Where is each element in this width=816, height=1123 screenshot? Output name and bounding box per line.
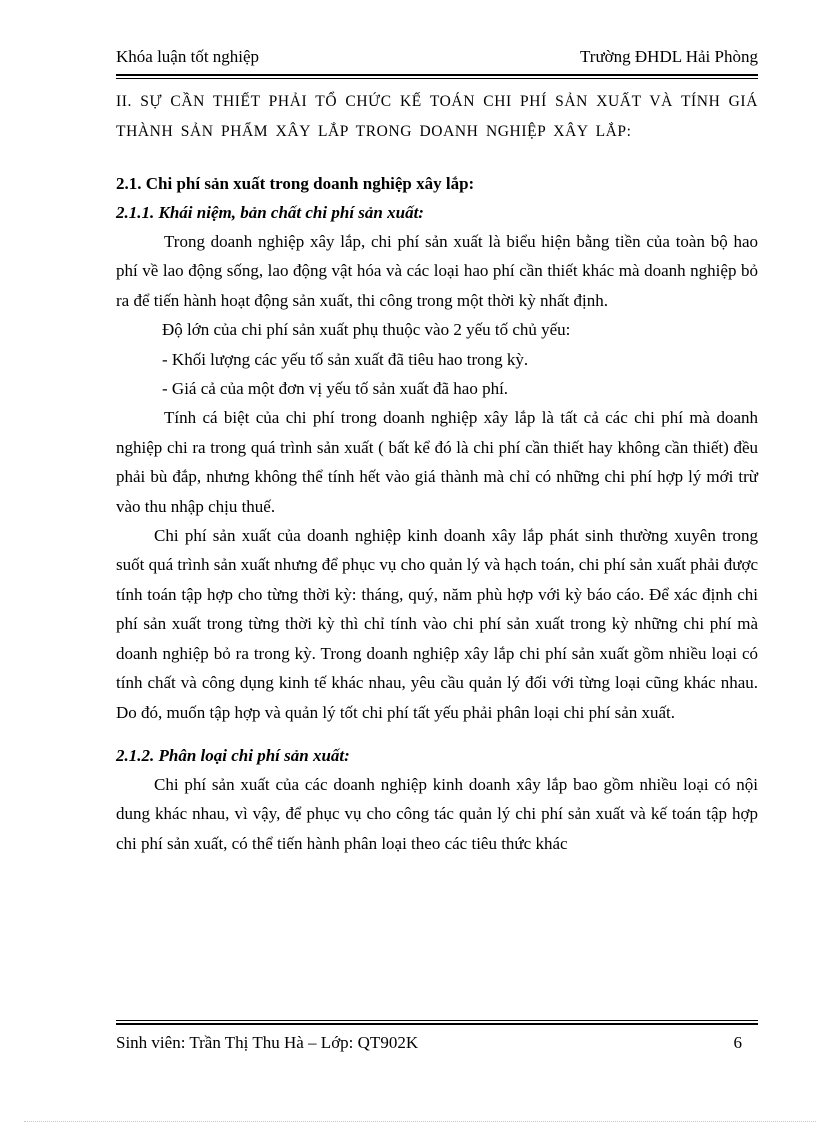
footer-student-info: Sinh viên: Trần Thị Thu Hà – Lớp: QT902K	[116, 1033, 419, 1052]
page-header	[116, 47, 758, 75]
list-item: - Giá cả của một đơn vị yếu tố sản xuất đã hao phí.	[162, 379, 509, 399]
header-school-name: Trường ĐHDL Hải Phòng	[580, 47, 758, 66]
heading-2-1: 2.1. Chi phí sản xuất trong doanh nghiệp xây lắp:	[116, 174, 475, 193]
paragraph: Chi phí sản xuất của doanh nghiệp kinh doanh xây lắp phát sinh thường xuyên trong suốt quá trình sản xuất nhưng để phục vụ cho quản lý và hạch toán, chi phí sản xuất phải được tính toán tập hợp cho từng thời kỳ: tháng, quý, năm phù hợp với kỳ báo cáo. Để xác định chi phí sản xuất trong từng thời kỳ thì chỉ tính vào chi phí sản xuất trong kỳ những chi phí mà doanh nghiệp bỏ ra trong kỳ. Trong doanh nghiệp xây lắp chi phí sản xuất gồm nhiều loại có tính chất và công dụng kinh tế khác nhau, yêu cầu quản lý đối với từng loại cũng khác nhau. Do đó, muốn tập hợp và quản lý tốt chi phí tất yếu phải phân loại chi phí sản xuất.	[116, 526, 758, 722]
page-body	[116, 87, 758, 858]
paragraph: Tính cá biệt của chi phí trong doanh nghiệp xây lắp là tất cả các chi phí mà doanh nghiệp chi ra trong quá trình sản xuất ( bất kể đó là chi phí cần thiết hay không cần thiết) đều phải bù đắp, nhưng không thể tính hết vào giá thành mà chỉ có những chi phí hợp lý mới trừ vào thu nhập chịu thuế.	[116, 408, 758, 516]
heading-2-1-1: 2.1.1. Khái niệm, bản chất chi phí sản xuất:	[116, 203, 424, 222]
paragraph: Chi phí sản xuất của các doanh nghiệp kinh doanh xây lắp bao gồm nhiều loại có nội dung khác nhau, vì vậy, để phục vụ cho công tác quản lý chi phí sản xuất và kế toán tập hợp chi phí sản xuất, có thể tiến hành phân loại theo các tiêu thức khác	[116, 774, 758, 853]
section-title: II. SỰ CẦN THIẾT PHẢI TỔ CHỨC KẾ TOÁN CHI PHÍ SẢN XUẤT VÀ TÍNH GIÁ THÀNH SẢN PHẨM XÂY LẮP TRONG DOANH NGHIỆP XÂY LẮP:	[116, 93, 758, 140]
header-divider	[116, 74, 758, 79]
paragraph: Độ lớn của chi phí sản xuất phụ thuộc vào 2 yếu tố chủ yếu:	[162, 320, 571, 340]
paragraph: Trong doanh nghiệp xây lắp, chi phí sản xuất là biểu hiện bằng tiền của toàn bộ hao phí về lao động sống, lao động vật hóa và các loại hao phí cần thiết khác mà doanh nghiệp bỏ ra để tiến hành hoạt động sản xuất, thi công trong một thời kỳ nhất định.	[116, 232, 758, 310]
document-page	[116, 0, 758, 1123]
footer-divider	[116, 1020, 758, 1025]
heading-2-1-2: 2.1.2. Phân loại chi phí sản xuất:	[116, 745, 350, 765]
page-bottom-edge	[24, 1121, 816, 1122]
list-item: - Khối lượng các yếu tố sản xuất đã tiêu hao trong kỳ.	[162, 349, 529, 369]
header-thesis-label: Khóa luận tốt nghiệp	[116, 47, 260, 66]
page-number: 6	[733, 1033, 742, 1052]
